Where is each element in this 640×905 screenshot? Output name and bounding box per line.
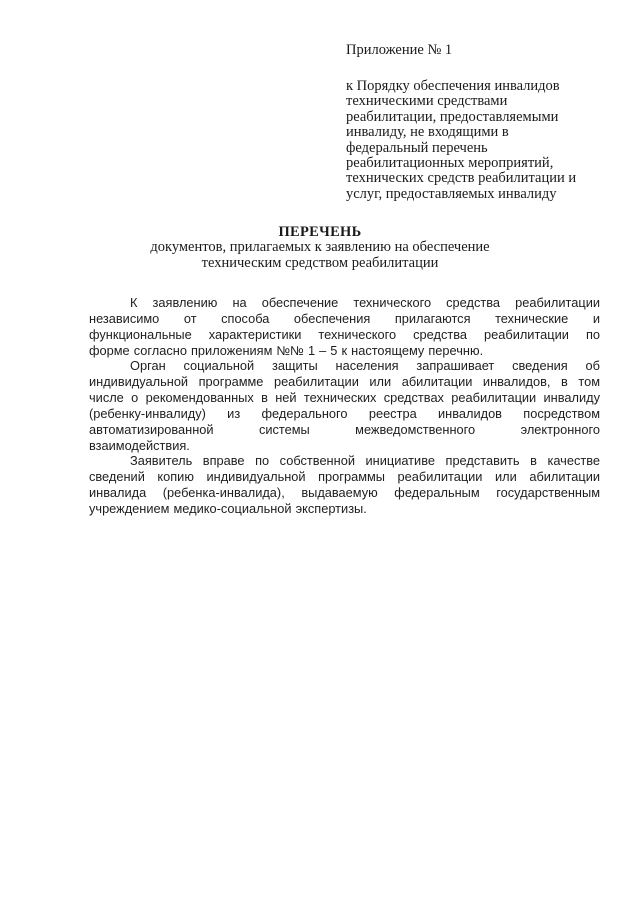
paragraph-line: индивидуальной программе реабилитации или абилитации инвалидов, в том: [89, 374, 600, 390]
appendix-note-line: инвалиду, не входящими в: [346, 124, 509, 141]
appendix-note-line: реабилитационных мероприятий,: [346, 154, 554, 171]
paragraph-line: независимо от способа обеспечения прилагаются технические и: [89, 310, 600, 326]
appendix-note-line: федеральный перечень: [346, 139, 488, 156]
appendix-note-line: к Порядку обеспечения инвалидов: [346, 78, 560, 94]
document-subtitle: [0, 240, 640, 271]
paragraph-line: автоматизированной системы межведомственного электронного: [89, 421, 600, 437]
appendix-note-line: реабилитации, предоставляемыми: [346, 108, 559, 125]
paragraph-line: функциональные характеристики технического средства реабилитации по: [89, 326, 600, 342]
subtitle-line: техническим средством реабилитации: [201, 254, 439, 271]
paragraph-line: Орган социальной защиты населения запрашивает сведения об: [130, 358, 600, 374]
paragraph-line: числе о рекомендованных в ней технических средствах реабилитации инвалиду: [89, 390, 600, 406]
paragraph-line: инвалида (ребенка-инвалида), выдаваемую федеральным государственным: [89, 485, 600, 501]
appendix-note-line: техническими средствами: [346, 93, 508, 110]
appendix-note-line: услуг, предоставляемых инвалиду: [346, 185, 557, 202]
paragraph-line: сведений копию индивидуальной программы реабилитации или абилитации: [89, 469, 600, 485]
paragraph-line: К заявлению на обеспечение технического средства реабилитации: [130, 295, 600, 310]
paragraph-line: Заявитель вправе по собственной инициативе представить в качестве: [130, 453, 600, 469]
paragraph-line: взаимодействия.: [89, 437, 190, 453]
appendix-note-line: технических средств реабилитации и: [346, 170, 577, 187]
document-heading: ПЕРЕЧЕНЬ: [278, 224, 362, 240]
paragraph-line: учреждением медико-социальной экспертизы.: [89, 500, 367, 516]
subtitle-line: документов, прилагаемых к заявлению на обеспечение: [150, 239, 490, 255]
paragraph-line: (ребенку-инвалиду) из федерального реестра инвалидов посредством: [89, 405, 600, 421]
paragraph-line: форме согласно приложениям №№ 1 – 5 к настоящему перечню.: [89, 342, 484, 358]
appendix-note: [346, 79, 606, 202]
appendix-title: Приложение № 1: [346, 42, 453, 58]
document-body: [89, 295, 600, 517]
